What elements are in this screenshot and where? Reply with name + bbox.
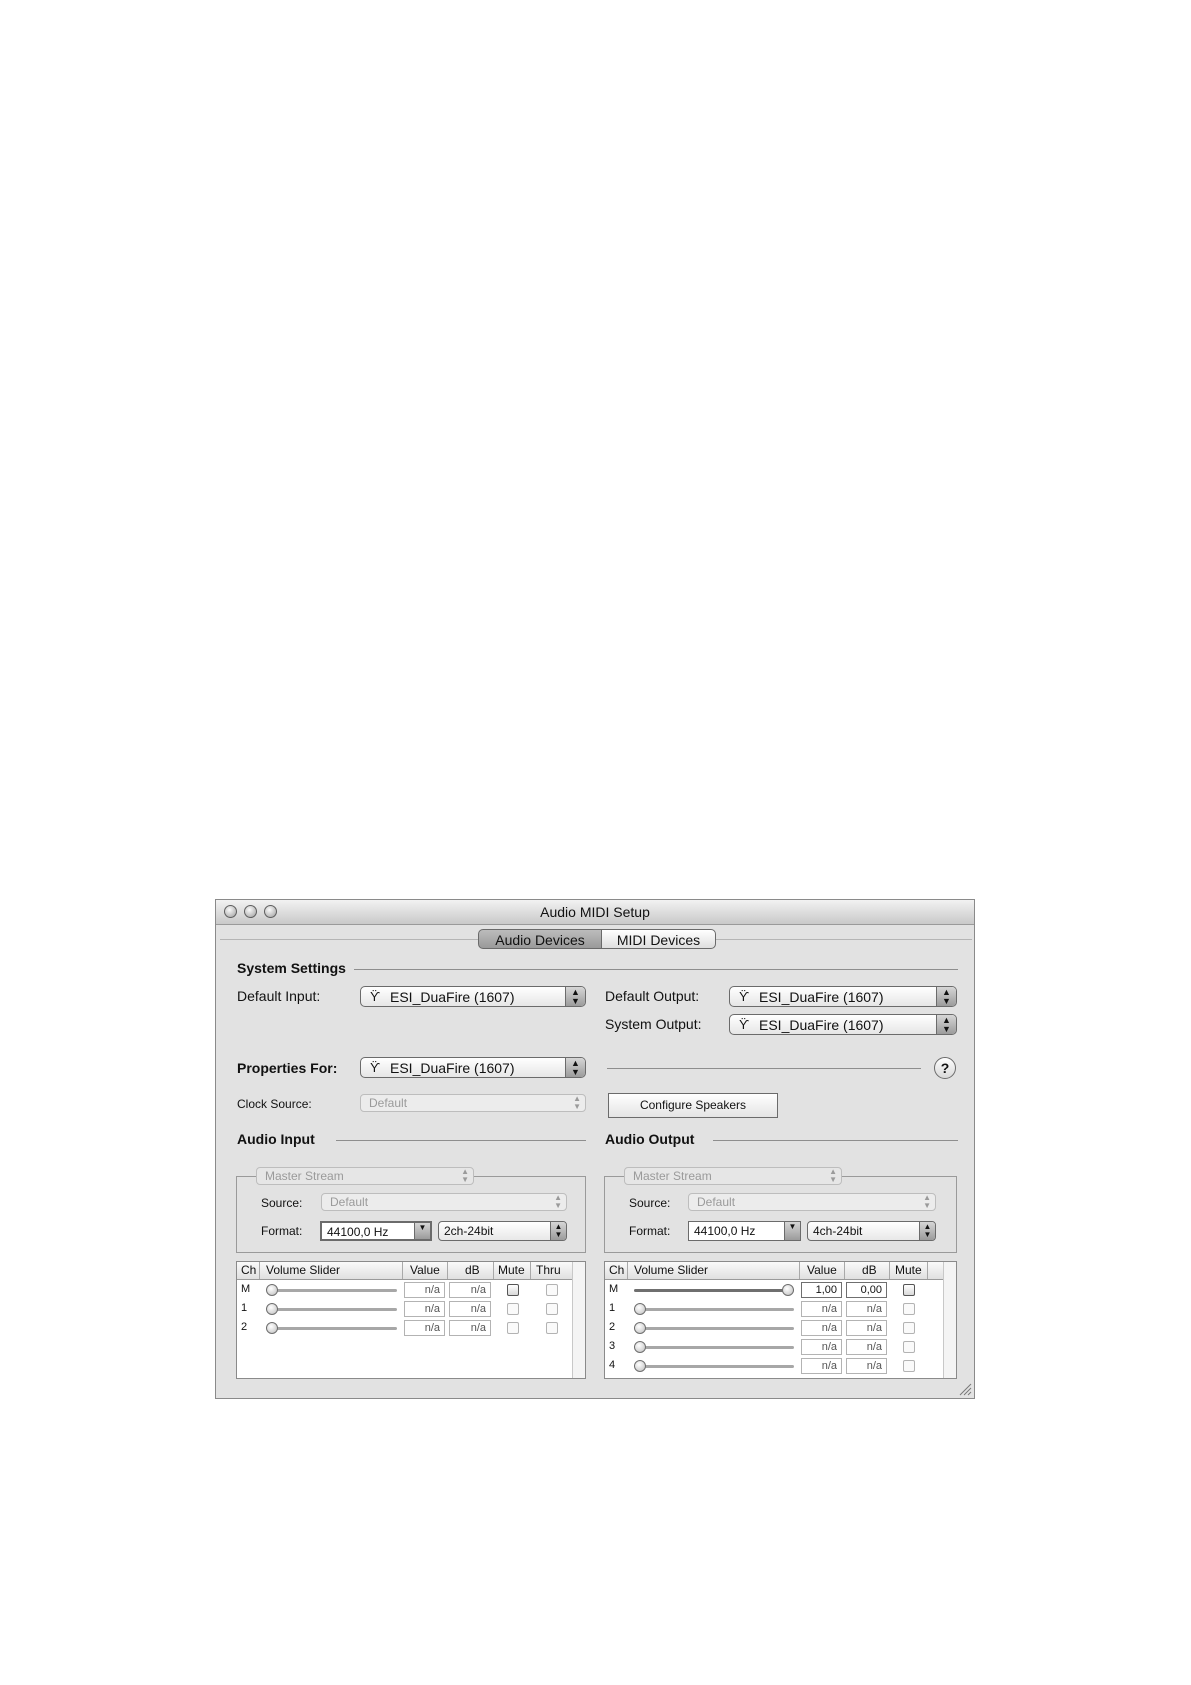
channel-label: M bbox=[241, 1283, 251, 1295]
table-row bbox=[605, 1280, 956, 1299]
up-down-arrows-icon: ▲ ▼ bbox=[461, 1167, 469, 1184]
tab-audio-devices[interactable]: Audio Devices bbox=[478, 929, 602, 949]
db-field: n/a bbox=[846, 1358, 887, 1374]
channel-label: 4 bbox=[609, 1359, 616, 1371]
up-down-arrows-icon: ▲ ▼ bbox=[565, 1058, 585, 1077]
system-output-popup[interactable] bbox=[729, 1014, 957, 1035]
system-output-label: System Output: bbox=[605, 1016, 702, 1032]
input-bits-value: 2ch-24bit bbox=[444, 1224, 494, 1238]
column-separator bbox=[530, 1262, 531, 1279]
tab-divider bbox=[220, 939, 478, 940]
channel-label: 3 bbox=[609, 1340, 616, 1352]
chevron-down-icon: ▼ bbox=[784, 1222, 800, 1240]
volume-slider-track bbox=[266, 1327, 397, 1330]
output-source-label: Source: bbox=[629, 1196, 671, 1210]
audio-input-channel-table bbox=[236, 1261, 586, 1379]
input-stream-popup bbox=[256, 1167, 474, 1185]
volume-slider[interactable] bbox=[782, 1284, 794, 1296]
section-rule bbox=[713, 1140, 958, 1141]
volume-slider-track bbox=[634, 1308, 794, 1311]
table-row bbox=[237, 1299, 585, 1318]
up-down-arrows-icon: ▲ ▼ bbox=[573, 1094, 581, 1111]
column-header-ch: Ch bbox=[241, 1263, 257, 1277]
firewire-icon: ϔ bbox=[370, 1060, 381, 1075]
value-field: n/a bbox=[801, 1301, 842, 1317]
configure-speakers-button[interactable]: Configure Speakers bbox=[608, 1093, 778, 1118]
input-rate-select[interactable] bbox=[320, 1221, 432, 1241]
audio-input-heading: Audio Input bbox=[237, 1131, 315, 1147]
db-field: n/a bbox=[846, 1320, 887, 1336]
value-field: n/a bbox=[404, 1320, 445, 1336]
volume-slider-track bbox=[634, 1346, 794, 1349]
up-down-arrows-icon: ▲ ▼ bbox=[554, 1193, 562, 1210]
firewire-icon: ϔ bbox=[739, 989, 750, 1004]
column-header-volume-slider: Volume Slider bbox=[266, 1263, 341, 1277]
column-separator bbox=[844, 1262, 845, 1279]
volume-slider-track bbox=[634, 1365, 794, 1368]
db-field: n/a bbox=[449, 1282, 491, 1298]
up-down-arrows-icon: ▲ ▼ bbox=[923, 1193, 931, 1210]
channel-label: 2 bbox=[609, 1321, 616, 1333]
input-stream-value: Master Stream bbox=[265, 1169, 344, 1183]
up-down-arrows-icon: ▲ ▼ bbox=[829, 1167, 837, 1184]
column-header-db: dB bbox=[862, 1263, 877, 1277]
mute-checkbox bbox=[507, 1303, 519, 1315]
column-separator bbox=[889, 1262, 890, 1279]
up-down-arrows-icon: ▲ ▼ bbox=[565, 987, 585, 1006]
volume-slider[interactable] bbox=[634, 1341, 646, 1353]
column-header-value: Value bbox=[410, 1263, 440, 1277]
channel-label: 1 bbox=[609, 1302, 616, 1314]
output-format-label: Format: bbox=[629, 1224, 671, 1238]
volume-slider[interactable] bbox=[266, 1322, 278, 1334]
volume-slider[interactable] bbox=[634, 1360, 646, 1372]
table-row bbox=[605, 1299, 956, 1318]
volume-slider[interactable] bbox=[634, 1303, 646, 1315]
volume-slider[interactable] bbox=[634, 1322, 646, 1334]
output-rate-value: 44100,0 Hz bbox=[694, 1224, 756, 1238]
up-down-arrows-icon: ▲ ▼ bbox=[936, 987, 956, 1006]
default-output-label: Default Output: bbox=[605, 988, 700, 1004]
volume-slider-track bbox=[266, 1289, 397, 1292]
volume-slider-track bbox=[634, 1327, 794, 1330]
input-format-label: Format: bbox=[261, 1224, 303, 1238]
audio-input-stream-group bbox=[236, 1176, 586, 1253]
input-source-value: Default bbox=[330, 1195, 369, 1209]
channel-label: 2 bbox=[241, 1321, 248, 1333]
db-field[interactable]: 0,00 bbox=[846, 1282, 887, 1298]
table-row bbox=[605, 1318, 956, 1337]
column-header-volume-slider: Volume Slider bbox=[634, 1263, 709, 1277]
column-header-value: Value bbox=[807, 1263, 837, 1277]
column-header-ch: Ch bbox=[609, 1263, 625, 1277]
table-scrollbar[interactable] bbox=[943, 1262, 956, 1378]
column-header-mute: Mute bbox=[498, 1263, 525, 1277]
mute-checkbox bbox=[507, 1322, 519, 1334]
thru-checkbox bbox=[546, 1322, 558, 1334]
table-header bbox=[237, 1262, 585, 1280]
system-output-value: ESI_DuaFire (1607) bbox=[759, 1017, 884, 1033]
input-rate-value: 44100,0 Hz bbox=[327, 1225, 389, 1239]
column-separator bbox=[402, 1262, 403, 1279]
input-source-popup bbox=[321, 1193, 567, 1211]
section-rule bbox=[354, 969, 958, 970]
column-separator bbox=[799, 1262, 800, 1279]
properties-for-value: ESI_DuaFire (1607) bbox=[390, 1060, 515, 1076]
channel-label: M bbox=[609, 1283, 619, 1295]
input-bits-select[interactable] bbox=[438, 1221, 567, 1241]
clock-source-popup bbox=[360, 1094, 586, 1112]
chevron-down-icon: ▼ bbox=[414, 1223, 430, 1239]
table-row bbox=[605, 1356, 956, 1375]
value-field: n/a bbox=[404, 1301, 445, 1317]
output-stream-popup bbox=[624, 1167, 842, 1185]
channel-label: 1 bbox=[241, 1302, 248, 1314]
section-rule bbox=[607, 1068, 921, 1069]
window-title: Audio MIDI Setup bbox=[540, 904, 650, 920]
volume-slider-track bbox=[634, 1289, 794, 1292]
value-field: n/a bbox=[801, 1320, 842, 1336]
tab-midi-devices[interactable]: MIDI Devices bbox=[601, 929, 716, 949]
value-field: n/a bbox=[801, 1358, 842, 1374]
table-row bbox=[237, 1280, 585, 1299]
default-input-popup[interactable] bbox=[360, 986, 586, 1007]
properties-for-label: Properties For: bbox=[237, 1060, 338, 1076]
db-field: n/a bbox=[846, 1339, 887, 1355]
thru-checkbox bbox=[546, 1284, 558, 1296]
table-scrollbar[interactable] bbox=[572, 1262, 585, 1378]
default-input-label: Default Input: bbox=[237, 988, 321, 1004]
default-input-value: ESI_DuaFire (1607) bbox=[390, 989, 515, 1005]
volume-slider[interactable] bbox=[266, 1284, 278, 1296]
help-button[interactable]: ? bbox=[934, 1057, 956, 1079]
default-output-popup[interactable] bbox=[729, 986, 957, 1007]
thru-checkbox bbox=[546, 1303, 558, 1315]
column-separator bbox=[627, 1262, 628, 1279]
system-settings-heading: System Settings bbox=[237, 960, 346, 976]
mute-checkbox[interactable] bbox=[903, 1284, 915, 1296]
up-down-arrows-icon: ▲ ▼ bbox=[550, 1222, 566, 1240]
column-separator bbox=[927, 1262, 928, 1279]
db-field: n/a bbox=[449, 1301, 491, 1317]
output-rate-select[interactable] bbox=[688, 1221, 801, 1241]
column-header-thru: Thru bbox=[536, 1263, 561, 1277]
tab-divider bbox=[716, 939, 972, 940]
input-source-label: Source: bbox=[261, 1196, 303, 1210]
up-down-arrows-icon: ▲ ▼ bbox=[919, 1222, 935, 1240]
mute-checkbox[interactable] bbox=[507, 1284, 519, 1296]
table-header bbox=[605, 1262, 956, 1280]
mute-checkbox bbox=[903, 1360, 915, 1372]
mute-checkbox bbox=[903, 1341, 915, 1353]
resize-grip-icon[interactable] bbox=[958, 1382, 972, 1396]
value-field: n/a bbox=[801, 1339, 842, 1355]
column-header-db: dB bbox=[465, 1263, 480, 1277]
db-field: n/a bbox=[449, 1320, 491, 1336]
firewire-icon: ϔ bbox=[370, 989, 381, 1004]
audio-output-heading: Audio Output bbox=[605, 1131, 695, 1147]
column-separator bbox=[447, 1262, 448, 1279]
db-field: n/a bbox=[846, 1301, 887, 1317]
mute-checkbox bbox=[903, 1322, 915, 1334]
volume-slider-track bbox=[266, 1308, 397, 1311]
column-separator bbox=[493, 1262, 494, 1279]
output-source-value: Default bbox=[697, 1195, 736, 1209]
firewire-icon: ϔ bbox=[739, 1017, 750, 1032]
table-row bbox=[237, 1318, 585, 1337]
clock-source-value: Default bbox=[369, 1096, 408, 1110]
default-output-value: ESI_DuaFire (1607) bbox=[759, 989, 884, 1005]
audio-output-stream-group bbox=[604, 1176, 957, 1253]
column-separator bbox=[259, 1262, 260, 1279]
output-source-popup bbox=[688, 1193, 936, 1211]
output-bits-value: 4ch-24bit bbox=[813, 1224, 863, 1238]
section-rule bbox=[336, 1140, 586, 1141]
audio-midi-setup-window bbox=[215, 899, 975, 1399]
volume-slider[interactable] bbox=[266, 1303, 278, 1315]
output-bits-select[interactable] bbox=[807, 1221, 936, 1241]
value-field[interactable]: 1,00 bbox=[801, 1282, 842, 1298]
clock-source-label: Clock Source: bbox=[237, 1097, 312, 1111]
audio-output-channel-table bbox=[604, 1261, 957, 1379]
table-row bbox=[605, 1337, 956, 1356]
column-header-mute: Mute bbox=[895, 1263, 922, 1277]
mute-checkbox bbox=[903, 1303, 915, 1315]
properties-for-popup[interactable] bbox=[360, 1057, 586, 1078]
up-down-arrows-icon: ▲ ▼ bbox=[936, 1015, 956, 1034]
title-bar bbox=[216, 900, 974, 925]
value-field: n/a bbox=[404, 1282, 445, 1298]
output-stream-value: Master Stream bbox=[633, 1169, 712, 1183]
